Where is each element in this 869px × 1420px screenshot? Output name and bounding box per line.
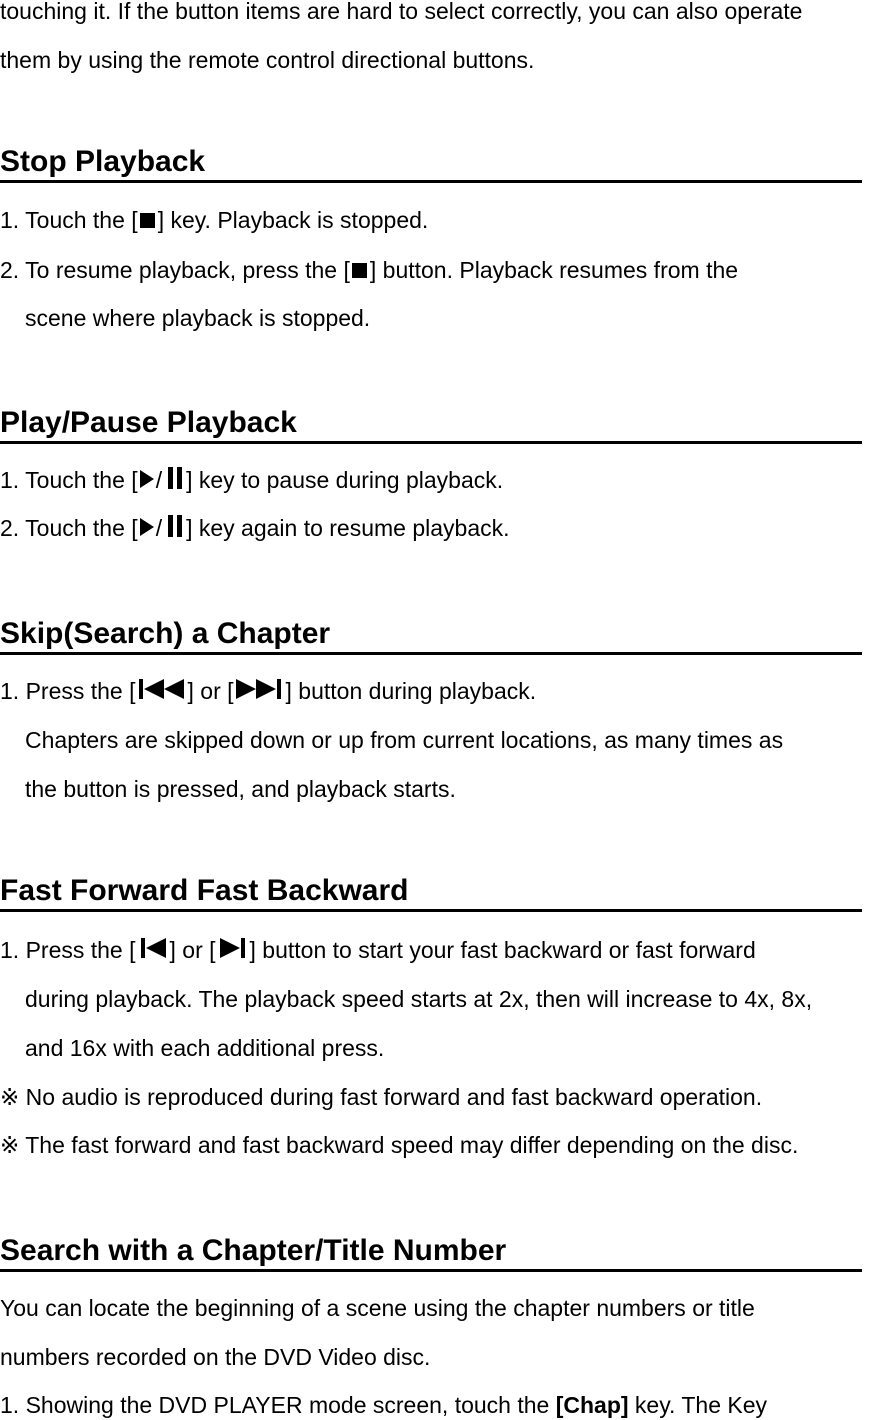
stop-icon	[350, 260, 370, 280]
search-paragraph-1: You can locate the beginning of a scene using the chapter numbers or title	[0, 1295, 755, 1321]
fast-forward-backward-heading: Fast Forward Fast Backward	[0, 873, 862, 912]
fast-note-2: ※ The fast forward and fast backward speed may differ depending on the disc.	[0, 1132, 799, 1158]
fast-step-1-cont-2: and 16x with each additional press.	[25, 1035, 385, 1061]
chap-key-label: [Chap]	[555, 1392, 629, 1418]
pause-step-2: 2. Touch the [ / ] key again to resume playback.	[0, 515, 510, 541]
play-icon	[138, 516, 156, 538]
stop-step-1: 1. Touch the [ ] key. Playback is stopped.	[0, 207, 429, 233]
stop-playback-heading: Stop Playback	[0, 144, 862, 183]
intro-line-1: touching it. If the button items are hard to select correctly, you can also operate	[0, 0, 803, 24]
pause-step-1: 1. Touch the [ / ] key to pause during playback.	[0, 467, 504, 493]
skip-step-1-cont-1: Chapters are skipped down or up from current locations, as many times as	[25, 727, 784, 753]
stop-icon	[138, 210, 158, 230]
skip-next-icon	[234, 677, 286, 701]
pause-icon	[166, 466, 186, 490]
search-paragraph-2: numbers recorded on the DVD Video disc.	[0, 1344, 431, 1370]
skip-step-1-cont-2: the button is pressed, and playback starts.	[25, 776, 456, 802]
play-icon	[138, 468, 156, 490]
fast-note-1: ※ No audio is reproduced during fast forward and fast backward operation.	[0, 1084, 763, 1110]
play-pause-heading: Play/Pause Playback	[0, 405, 862, 444]
fast-forward-icon	[216, 936, 250, 960]
fast-backward-icon	[136, 936, 170, 960]
search-chapter-title-heading: Search with a Chapter/Title Number	[0, 1233, 862, 1272]
stop-step-2-cont: scene where playback is stopped.	[25, 305, 371, 331]
intro-line-2: them by using the remote control directional buttons.	[0, 47, 535, 73]
stop-step-2: 2. To resume playback, press the [ ] button. Playback resumes from the	[0, 257, 739, 283]
skip-step-1: 1. Press the [ ] or [ ] button during playback.	[0, 678, 537, 704]
pause-icon	[166, 514, 186, 538]
fast-step-1: 1. Press the [ ] or [ ] button to start your fast backward or fast forward	[0, 937, 756, 963]
fast-step-1-cont-1: during playback. The playback speed starts at 2x, then will increase to 4x, 8x,	[25, 986, 813, 1012]
search-step-1: 1. Showing the DVD PLAYER mode screen, touch the [Chap] key. The Key	[0, 1392, 768, 1418]
skip-previous-icon	[136, 677, 188, 701]
skip-chapter-heading: Skip(Search) a Chapter	[0, 616, 862, 655]
